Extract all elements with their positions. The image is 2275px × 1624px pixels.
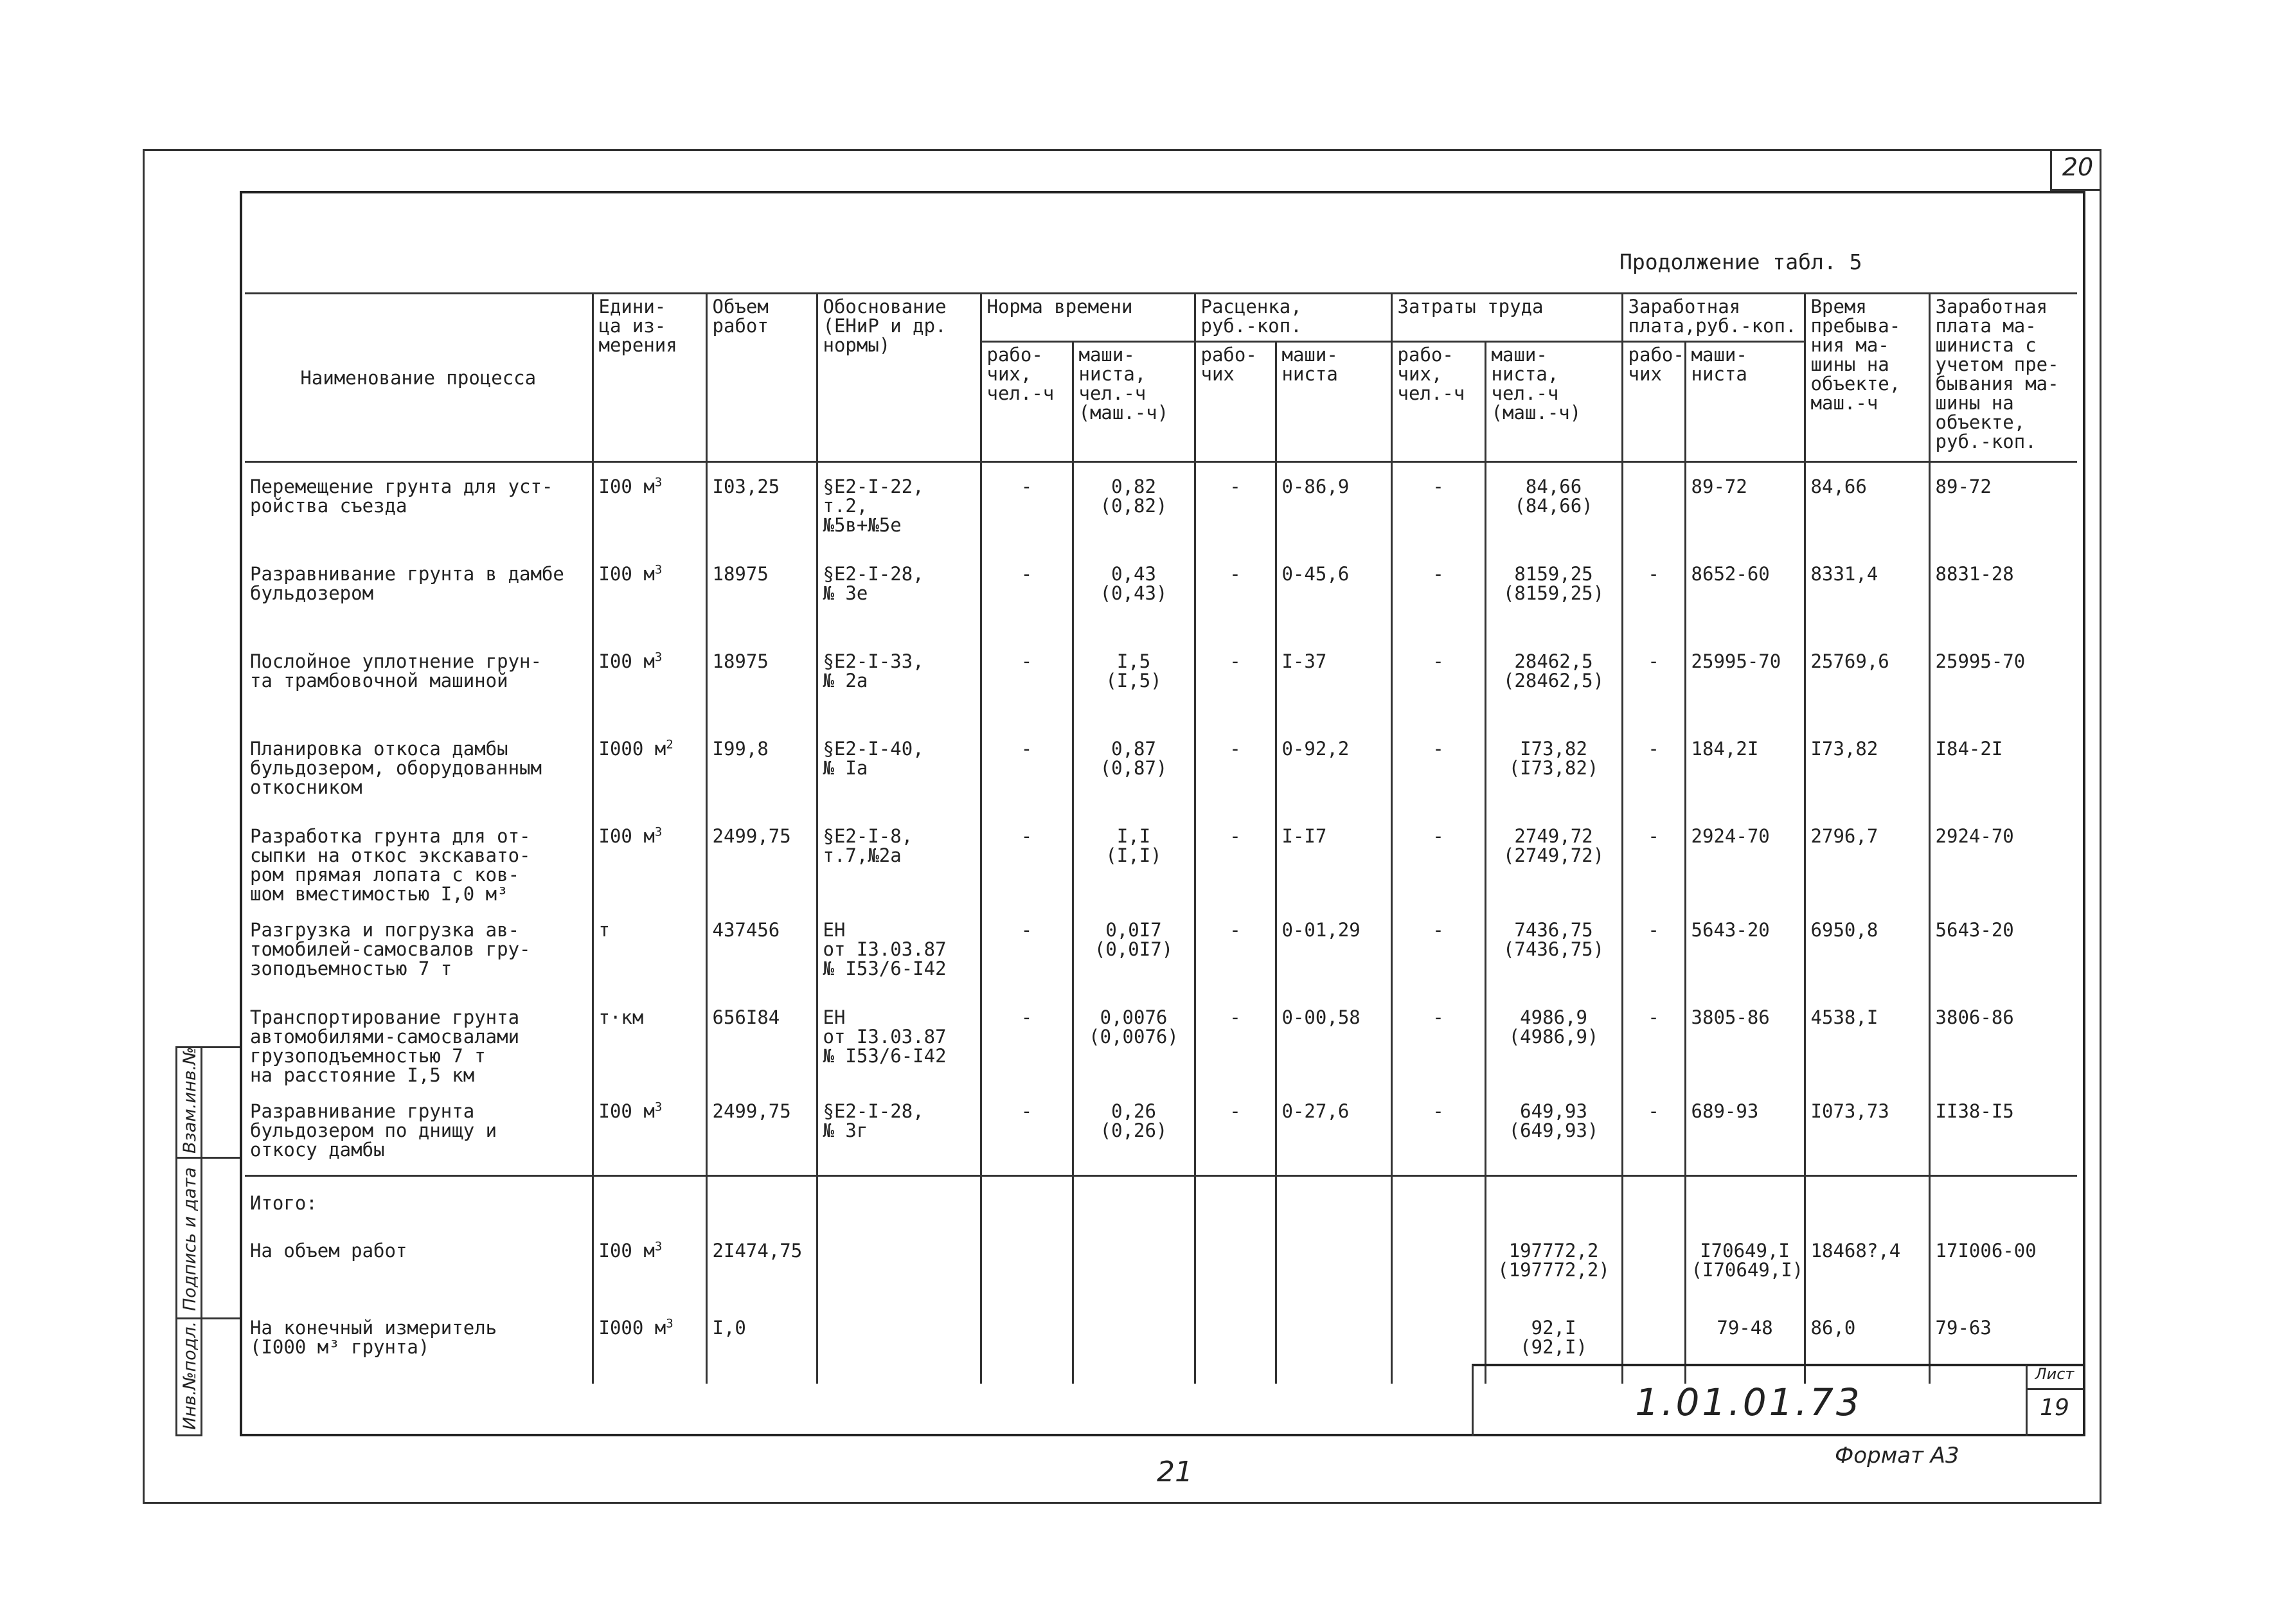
driver-wage-cell: I84-2I [1929,725,2077,812]
empty-cell [817,1307,981,1384]
empty-cell [593,1176,706,1230]
norm-drivers-cell: 0,82 (0,82) [1073,462,1195,551]
labor-workers-cell: - [1391,1087,1485,1176]
norm-workers-cell: - [981,1087,1073,1176]
totals-label: Итого: [245,1176,593,1230]
labor-drivers-cell: 28462,5 (28462,5) [1485,638,1622,725]
labor-workers-cell: - [1391,462,1485,551]
norm-workers-cell: - [981,906,1073,994]
driver-wage-cell: II38-I5 [1929,1087,2077,1176]
unit-text: т [598,919,610,941]
rate-workers-cell: - [1195,994,1276,1087]
labor-drivers-cell: 7436,75 (7436,75) [1485,906,1622,994]
header-unit: Едини- ца из- мерения [593,294,706,462]
wage-drivers-cell: 2924-70 [1685,812,1805,906]
labor-drivers-cell: 4986,9 (4986,9) [1485,994,1622,1087]
empty-cell [1073,1307,1195,1384]
header-labor-drivers: маши- ниста, чел.-ч (маш.-ч) [1485,342,1622,462]
rate-drivers-cell: 0-45,6 [1276,550,1391,638]
empty-cell [1276,1307,1391,1384]
volume-cell: 437456 [706,906,817,994]
machine-time-cell: 6950,8 [1805,906,1929,994]
side-label-inv-orig: Инв.№подл. [180,1321,200,1430]
rate-drivers-cell: 0-86,9 [1276,462,1391,551]
unit-cell [593,1087,706,1176]
machine-time-cell: 2796,7 [1805,812,1929,906]
wage-workers-cell: - [1622,906,1685,994]
volume-cell: 18975 [706,550,817,638]
norm-drivers-cell: 0,0076 (0,0076) [1073,994,1195,1087]
list-label: Лист [2035,1365,2074,1383]
list-number: 19 [2040,1395,2069,1421]
labor-workers-cell: - [1391,550,1485,638]
wage-drivers-cell: I70649,I (I70649,I) [1685,1229,1805,1307]
driver-wage-cell: 3806-86 [1929,994,2077,1087]
empty-cell [1685,1176,1805,1230]
basis-cell: §Е2-I-22, т.2, №5в+№5е [817,462,981,551]
sheet-number: 20 [2062,153,2094,181]
wage-drivers-cell: 5643-20 [1685,906,1805,994]
rate-drivers-cell: 0-01,29 [1276,906,1391,994]
volume-cell: I99,8 [706,725,817,812]
continuation-caption: Продолжение табл. 5 [1619,249,1862,274]
empty-cell [981,1307,1073,1384]
works-table [245,292,2077,1384]
basis-cell: §Е2-I-40, № Iа [817,725,981,812]
unit-cell [593,550,706,638]
volume-cell: 656I84 [706,994,817,1087]
machine-time-cell: 84,66 [1805,462,1929,551]
rate-workers-cell: - [1195,462,1276,551]
table-row [245,994,2077,1087]
table-row [245,638,2077,725]
labor-workers-cell: - [1391,725,1485,812]
unit-text: I00 м [598,650,655,672]
header-basis: Обоснование (ЕНиР и др. нормы) [817,294,981,462]
volume-cell: 2499,75 [706,812,817,906]
table-row [245,812,2077,906]
side-label-signature: Подпись и дата [180,1167,200,1311]
unit-text: I00 м [598,563,655,585]
machine-time-cell: 25769,6 [1805,638,1929,725]
machine-time-cell: I73,82 [1805,725,1929,812]
wage-workers-cell: - [1622,1087,1685,1176]
wage-drivers-cell: 8652-60 [1685,550,1805,638]
rate-drivers-cell: 0-92,2 [1276,725,1391,812]
process-name: Разравнивание грунта бульдозером по днищу и откосу дамбы [250,1100,497,1161]
machine-time-cell: 4538,I [1805,994,1929,1087]
process-name: Разравнивание грунта в дамбе бульдозером [250,563,564,604]
empty-cell [1276,1176,1391,1230]
empty-cell [1929,1176,2077,1230]
header-labor-group: Затраты труда [1391,294,1622,342]
unit-text: I00 м [598,1100,655,1122]
norm-workers-cell: - [981,462,1073,551]
basis-cell: §Е2-I-28, № 3г [817,1087,981,1176]
wage-drivers-cell: 184,2I [1685,725,1805,812]
page-number: 21 [1157,1456,1193,1488]
unit-cell [593,725,706,812]
side-divider-1 [175,1157,240,1159]
header-rate-workers: рабо- чих [1195,342,1276,462]
process-name: Транспортирование грунта автомобилями-самосвалами грузоподъемностью 7 т на расстояние I,5 км [250,1006,520,1086]
list-box-divider [2026,1388,2083,1390]
volume-cell: 2I474,75 [706,1229,817,1307]
unit-exponent: 3 [654,562,663,577]
unit-cell [593,1229,706,1307]
empty-cell [1195,1229,1276,1307]
totals-name: На конечный измеритель (I000 м³ грунта) [250,1317,497,1358]
rate-workers-cell: - [1195,812,1276,906]
wage-drivers-cell: 89-72 [1685,462,1805,551]
norm-drivers-cell: 0,43 (0,43) [1073,550,1195,638]
unit-exponent: 3 [654,650,663,665]
basis-cell: ЕН от I3.03.87 № I53/6-I42 [817,906,981,994]
empty-cell [1622,1176,1685,1230]
empty-cell [817,1229,981,1307]
norm-workers-cell: - [981,638,1073,725]
header-name: Наименование процесса [245,294,593,462]
labor-drivers-cell: 2749,72 (2749,72) [1485,812,1622,906]
process-name: Разгрузка и погрузка ав- томобилей-самосвалов гру- зоподъемностью 7 т [250,919,531,979]
header-wage-workers: рабо- чих [1622,342,1685,462]
empty-cell [981,1176,1073,1230]
rate-workers-cell: - [1195,550,1276,638]
unit-cell [593,812,706,906]
volume-cell: I,0 [706,1307,817,1384]
wage-workers-cell: - [1622,994,1685,1087]
rate-workers-cell: - [1195,638,1276,725]
basis-cell: §Е2-I-33, № 2а [817,638,981,725]
process-name: Разработка грунта для от- сыпки на откос экскавато- ром прямая лопата с ков- шом вместимостью I,0 м³ [250,825,531,905]
empty-cell [1073,1176,1195,1230]
labor-drivers-cell: I73,82 (I73,82) [1485,725,1622,812]
totals-row [245,1229,2077,1307]
norm-drivers-cell: I,5 (I,5) [1073,638,1195,725]
empty-cell [1195,1176,1276,1230]
unit-text: I000 м [598,738,666,760]
table-row [245,1087,2077,1176]
driver-wage-cell: 17I006-00 [1929,1229,2077,1307]
driver-wage-cell: 25995-70 [1929,638,2077,725]
empty-cell [1622,1229,1685,1307]
empty-cell [1485,1176,1622,1230]
rate-workers-cell: - [1195,1087,1276,1176]
header-norm-drivers: маши- ниста, чел.-ч (маш.-ч) [1073,342,1195,462]
header-machine-time: Время пребыва- ния ма- шины на объекте, маш.-ч [1805,294,1929,462]
norm-drivers-cell: 0,0I7 (0,0I7) [1073,906,1195,994]
unit-exponent: 3 [654,1100,663,1114]
machine-time-cell: 86,0 [1805,1307,1929,1384]
unit-exponent: 3 [654,1239,663,1254]
rate-drivers-cell: 0-27,6 [1276,1087,1391,1176]
unit-text: I00 м [598,825,655,847]
header-rate-group: Расценка, руб.-коп. [1195,294,1391,342]
labor-drivers-cell: 8159,25 (8159,25) [1485,550,1622,638]
table-row [245,725,2077,812]
wage-drivers-cell: 79-48 [1685,1307,1805,1384]
machine-time-cell: I073,73 [1805,1087,1929,1176]
wage-drivers-cell: 689-93 [1685,1087,1805,1176]
wage-workers-cell: - [1622,638,1685,725]
table-row [245,462,2077,551]
wage-workers-cell: - [1622,725,1685,812]
header-wage-drivers: маши- ниста [1685,342,1805,462]
norm-drivers-cell: 0,26 (0,26) [1073,1087,1195,1176]
wage-workers-cell: - [1622,812,1685,906]
empty-cell [817,1176,981,1230]
driver-wage-cell: 8831-28 [1929,550,2077,638]
header-volume: Объем работ [706,294,817,462]
basis-cell: §Е2-I-8, т.7,№2а [817,812,981,906]
process-name: Послойное уплотнение грун- та трамбовочной машиной [250,650,542,692]
labor-workers-cell: - [1391,906,1485,994]
unit-cell [593,1307,706,1384]
norm-drivers-cell: 0,87 (0,87) [1073,725,1195,812]
unit-cell [593,906,706,994]
unit-cell [593,638,706,725]
empty-cell [1195,1307,1276,1384]
basis-cell: §Е2-I-28, № 3е [817,550,981,638]
basis-cell: ЕН от I3.03.87 № I53/6-I42 [817,994,981,1087]
empty-cell [1391,1176,1485,1230]
driver-wage-cell: 89-72 [1929,462,2077,551]
driver-wage-cell: 79-63 [1929,1307,2077,1384]
empty-cell [1276,1229,1391,1307]
unit-exponent: 3 [654,475,663,490]
machine-time-cell: 18468?,4 [1805,1229,1929,1307]
empty-cell [1391,1229,1485,1307]
labor-drivers-cell: 197772,2 (197772,2) [1485,1229,1622,1307]
empty-cell [706,1176,817,1230]
wage-workers-cell: - [1622,550,1685,638]
labor-drivers-cell: 92,I (92,I) [1485,1307,1622,1384]
rate-drivers-cell: I-I7 [1276,812,1391,906]
header-driver-wage: Заработная плата ма- шиниста с учетом пре- бывания ма- шины на объекте, руб.-коп. [1929,294,2077,462]
header-norm-group: Норма времени [981,294,1195,342]
side-divider-2 [175,1317,240,1319]
labor-drivers-cell: 649,93 (649,93) [1485,1087,1622,1176]
rate-drivers-cell: I-37 [1276,638,1391,725]
unit-cell [593,462,706,551]
totals-name: На объем работ [250,1240,407,1262]
process-name: Перемещение грунта для уст- ройства съезда [250,476,553,517]
header-wage-group: Заработная плата,руб.-коп. [1622,294,1805,342]
table-row [245,906,2077,994]
wage-drivers-cell: 3805-86 [1685,994,1805,1087]
unit-text: I00 м [598,476,655,497]
totals-header-row [245,1176,2077,1230]
rate-workers-cell: - [1195,725,1276,812]
document-number: 1.01.01.73 [1635,1380,1862,1424]
norm-drivers-cell: I,I (I,I) [1073,812,1195,906]
labor-workers-cell: - [1391,994,1485,1087]
norm-workers-cell: - [981,550,1073,638]
unit-text: I000 м [598,1317,666,1339]
labor-workers-cell: - [1391,638,1485,725]
norm-workers-cell: - [981,994,1073,1087]
volume-cell: 18975 [706,638,817,725]
rate-drivers-cell: 0-00,58 [1276,994,1391,1087]
header-rate-drivers: маши- ниста [1276,342,1391,462]
labor-workers-cell: - [1391,812,1485,906]
norm-workers-cell: - [981,725,1073,812]
unit-text: т·км [598,1006,644,1028]
unit-text: I00 м [598,1240,655,1262]
driver-wage-cell: 5643-20 [1929,906,2077,994]
side-strip-column [202,1046,240,1436]
machine-time-cell: 8331,4 [1805,550,1929,638]
format-label: Формат А3 [1835,1443,1959,1468]
empty-cell [1805,1176,1929,1230]
rate-workers-cell: - [1195,906,1276,994]
unit-exponent: 3 [654,825,663,839]
wage-workers-cell [1622,462,1685,551]
wage-drivers-cell: 25995-70 [1685,638,1805,725]
empty-cell [1073,1229,1195,1307]
side-label-replacement: Взам.инв.№ [180,1046,200,1154]
volume-cell: I03,25 [706,462,817,551]
header-norm-workers: рабо- чих, чел.-ч [981,342,1073,462]
empty-cell [981,1229,1073,1307]
unit-cell [593,994,706,1087]
header-labor-workers: рабо- чих, чел.-ч [1391,342,1485,462]
unit-exponent: 3 [666,1316,674,1331]
norm-workers-cell: - [981,812,1073,906]
labor-drivers-cell: 84,66 (84,66) [1485,462,1622,551]
volume-cell: 2499,75 [706,1087,817,1176]
unit-exponent: 2 [666,737,674,752]
process-name: Планировка откоса дамбы бульдозером, оборудованным откосником [250,738,542,798]
driver-wage-cell: 2924-70 [1929,812,2077,906]
table-row [245,550,2077,638]
